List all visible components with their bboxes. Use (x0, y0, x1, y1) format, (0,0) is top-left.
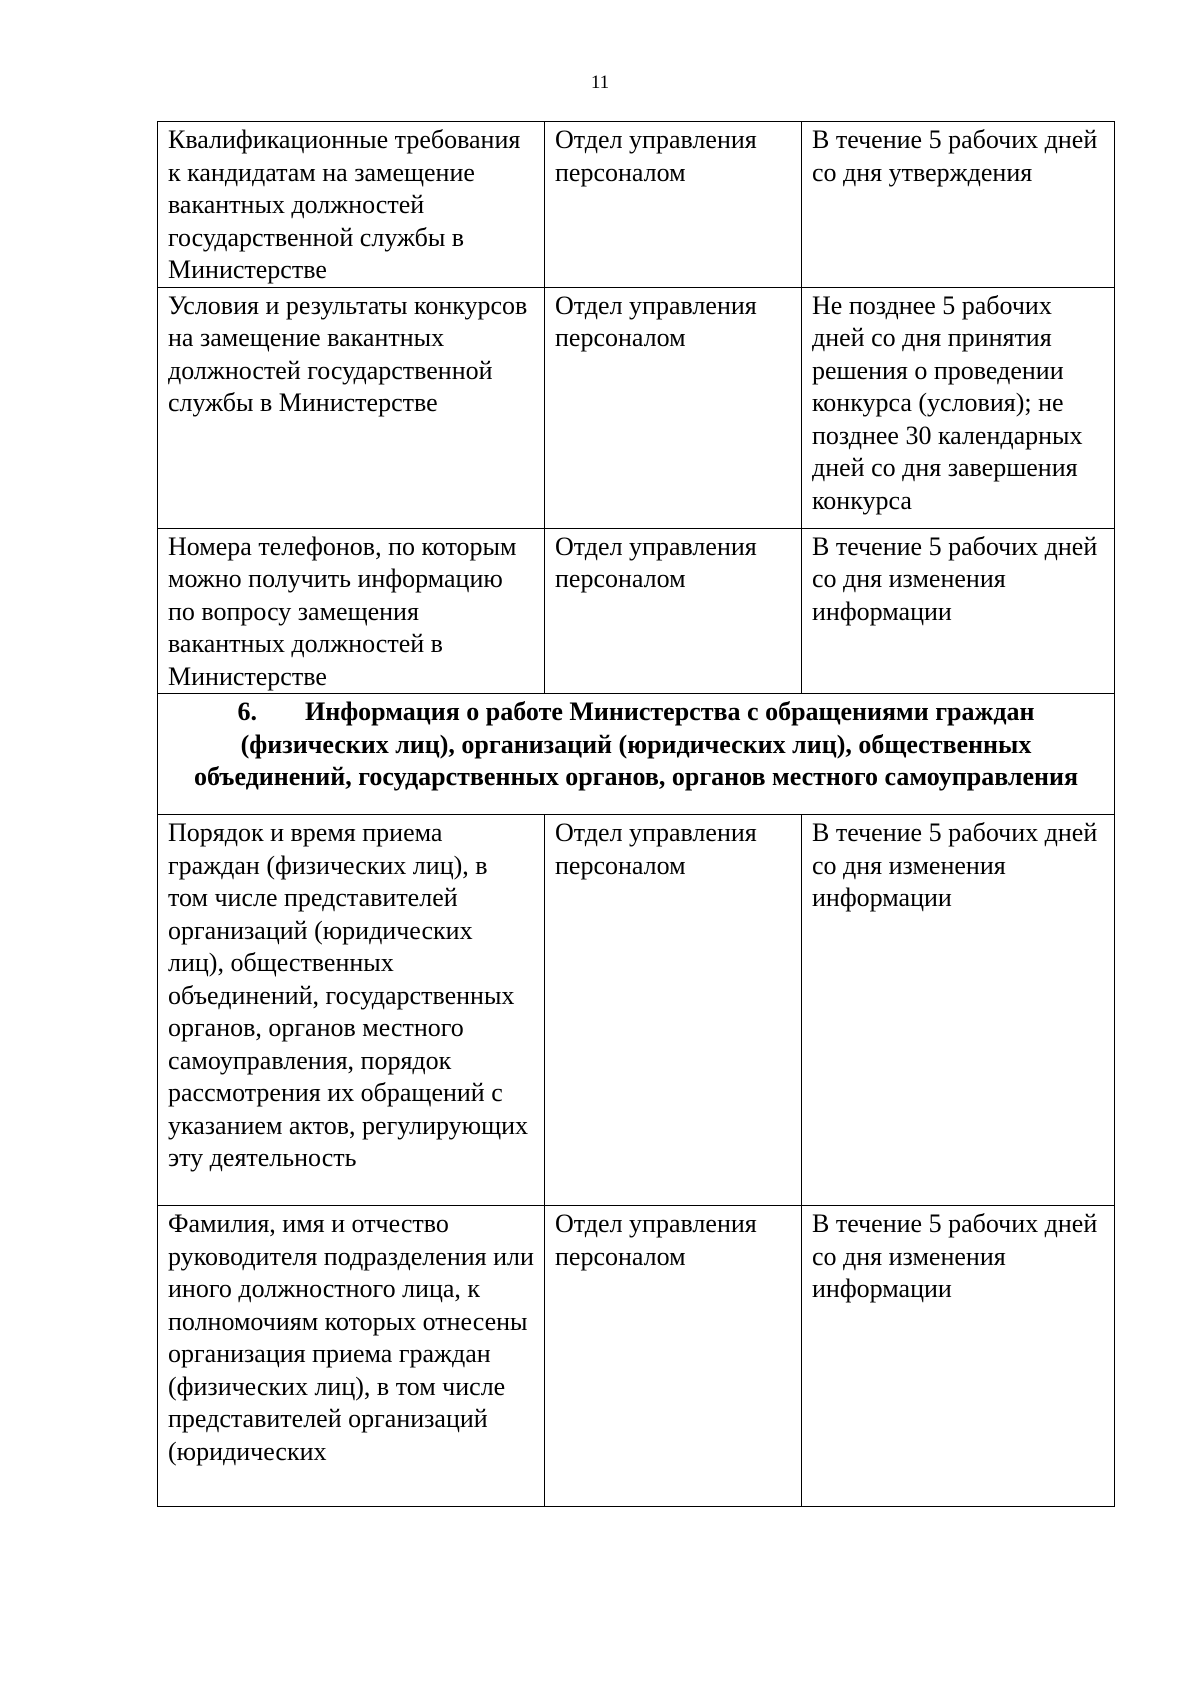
table-row (158, 287, 1115, 528)
info-cell: Порядок и время приема граждан (физических лиц), в том числе представителей организаций (юридических лиц), общественных объединений, государственных органов, органов местного самоуправления, порядок рассмотрения их обращений с указанием актов, регулирующих эту деятельность (158, 815, 545, 1206)
section-heading (158, 694, 1115, 815)
deadline-cell: Не позднее 5 рабочих дней со дня принятия решения о проведении конкурса (условия); не позднее 30 календарных дней со дня завершения конкурса (802, 287, 1115, 528)
info-cell: Условия и результаты конкурсов на замещение вакантных должностей государственной службы в Министерстве (158, 287, 545, 528)
table-row (158, 815, 1115, 1206)
deadline-cell: В течение 5 рабочих дней со дня утверждения (802, 122, 1115, 288)
deadline-cell: В течение 5 рабочих дней со дня изменения информации (802, 815, 1115, 1206)
disclosure-table (157, 121, 1115, 1507)
deadline-cell: В течение 5 рабочих дней со дня изменения информации (802, 528, 1115, 694)
section-title: Информация о работе Министерства с обращениями граждан (физических лиц), организаций (юридических лиц), общественных объединений, государственных органов, органов местного самоуправления (193, 697, 1079, 791)
responsible-cell: Отдел управления персоналом (545, 122, 802, 288)
responsible-cell: Отдел управления персоналом (545, 815, 802, 1206)
responsible-cell: Отдел управления персоналом (545, 1206, 802, 1507)
page-number: 11 (590, 72, 610, 93)
table-row (158, 528, 1115, 694)
responsible-cell: Отдел управления персоналом (545, 528, 802, 694)
responsible-cell: Отдел управления персоналом (545, 287, 802, 528)
section-number: 6. (237, 697, 257, 726)
deadline-cell: В течение 5 рабочих дней со дня изменения информации (802, 1206, 1115, 1507)
table-row (158, 1206, 1115, 1507)
table-row (158, 122, 1115, 288)
info-cell: Фамилия, имя и отчество руководителя подразделения или иного должностного лица, к полномочиям которых отнесены организация приема граждан (физических лиц), в том числе представителей организаций (юридических (158, 1206, 545, 1507)
section-row (158, 694, 1115, 815)
info-cell: Номера телефонов, по которым можно получить информацию по вопросу замещения вакантных должностей в Министерстве (158, 528, 545, 694)
info-cell: Квалификационные требования к кандидатам на замещение вакантных должностей государственной службы в Министерстве (158, 122, 545, 288)
